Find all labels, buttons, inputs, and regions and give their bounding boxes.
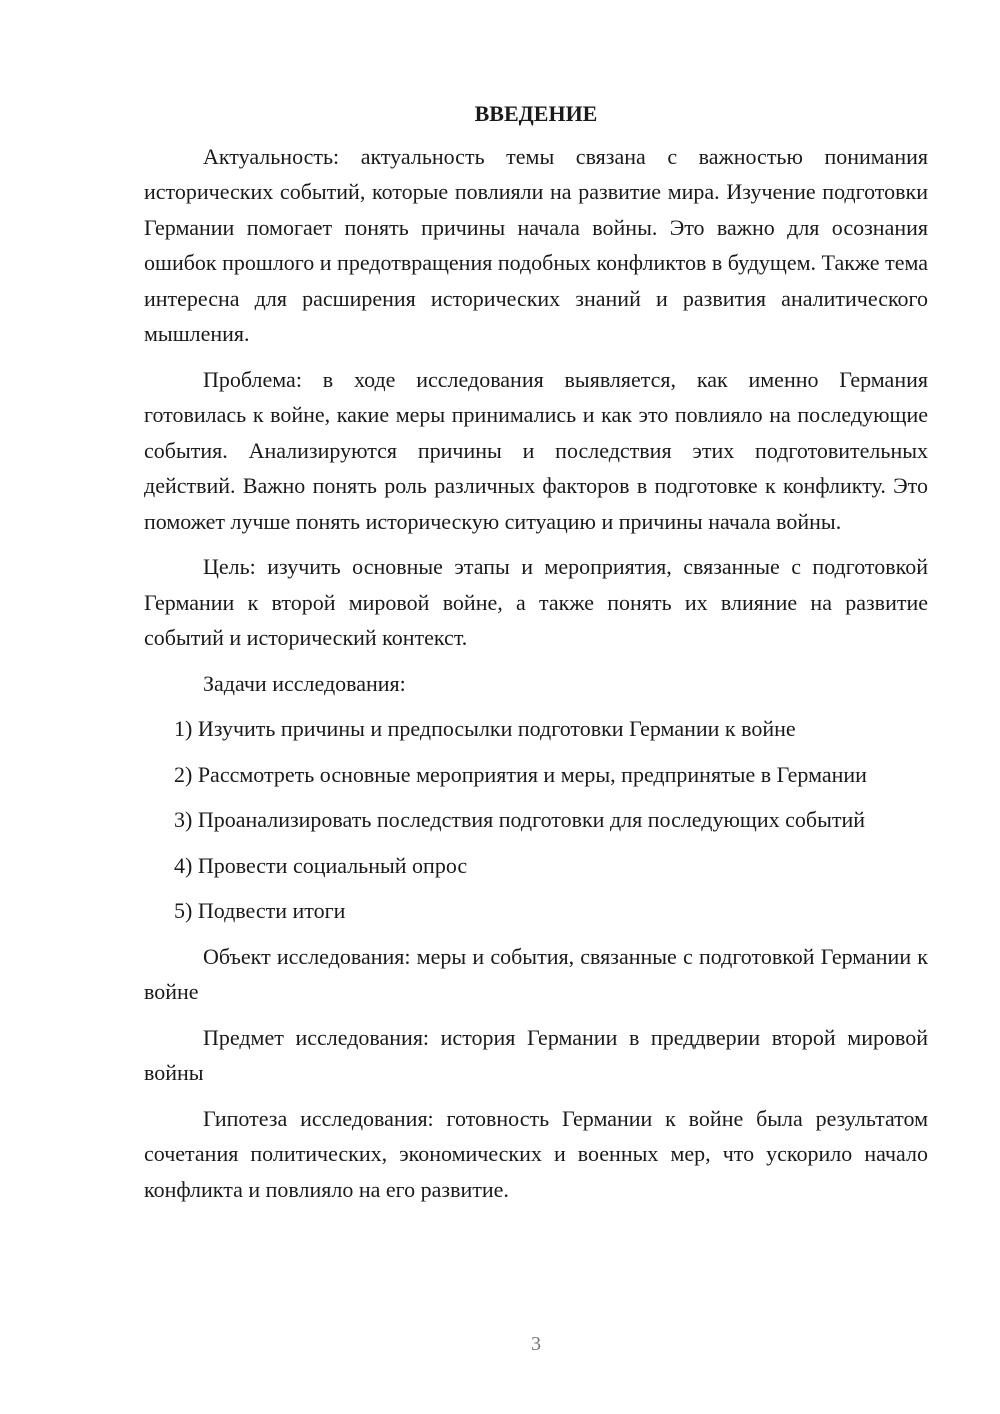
hypothesis-paragraph: Гипотеза исследования: готовность Германии к войне была результатом сочетания политических, экономических и военных мер, что ускорило начало конфликта и повлияло на его развитие.: [144, 1105, 928, 1202]
problem-paragraph: Проблема: в ходе исследования выявляется, как именно Германия готовилась к войне, какие меры принимались и как это повлияло на последующие события. Анализируются причины и последствия этих подготовительных действий. Важно понять роль различных факторов в подготовке к конфликту. Это поможет лучше понять историческую ситуацию и причины начала войны.: [144, 366, 928, 534]
task-item-1: 1) Изучить причины и предпосылки подготовки Германии к войне: [174, 716, 796, 741]
object-paragraph: Объект исследования: меры и события, связанные с подготовкой Германии к войне: [144, 943, 928, 1004]
goal-paragraph: Цель: изучить основные этапы и мероприятия, связанные с подготовкой Германии к второй мировой войне, а также понять их влияние на развитие событий и исторический контекст.: [144, 554, 928, 650]
relevance-paragraph: Актуальность: актуальность темы связана с важностью понимания исторических событий, которые повлияли на развитие мира. Изучение подготовки Германии помогает понять причины начала войны. Это важно для осознания ошибок прошлого и предотвращения подобных конфликтов в будущем. Также тема интересна для расширения исторических знаний и развития аналитического мышления.: [144, 143, 928, 346]
task-item-2: 2) Рассмотреть основные мероприятия и меры, предпринятые в Германии: [174, 761, 867, 787]
task-item-3: 3) Проанализировать последствия подготовки для последующих событий: [174, 807, 866, 832]
task-item-4: 4) Провести социальный опрос: [174, 852, 468, 878]
section-heading: ВВЕДЕНИЕ: [474, 101, 598, 126]
task-item-5: 5) Подвести итоги: [174, 898, 346, 923]
subject-paragraph: Предмет исследования: история Германии в преддверии второй мировой войны: [144, 1024, 928, 1085]
page-number: 3: [531, 1333, 541, 1355]
document-page: [144, 96, 928, 1217]
tasks-heading: Задачи исследования:: [203, 670, 406, 696]
